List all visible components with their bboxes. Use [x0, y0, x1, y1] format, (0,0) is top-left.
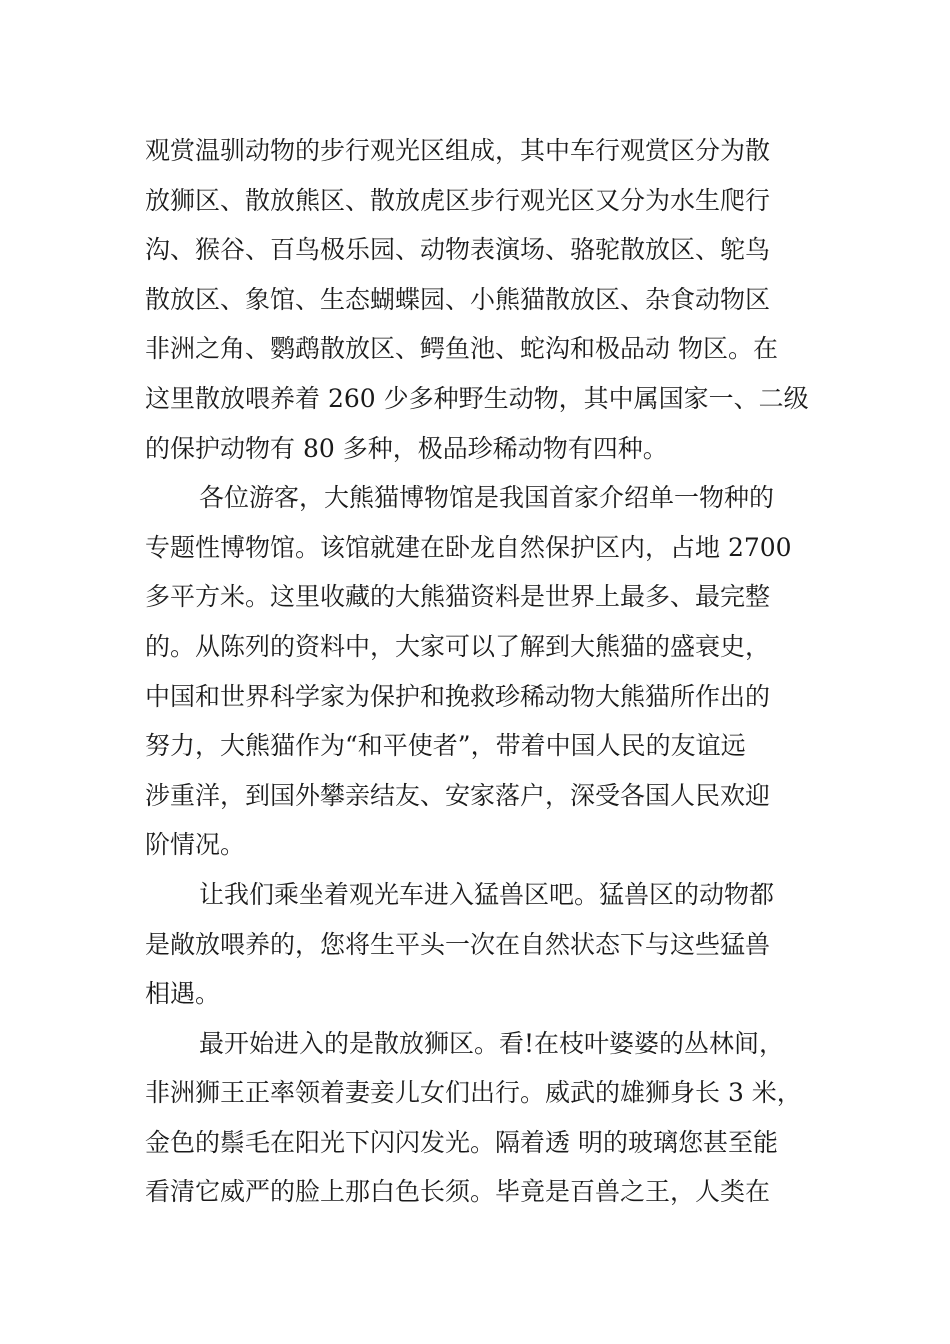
text-line: 专题性博物馆。该馆就建在卧龙自然保护区内，占地 2700: [145, 532, 792, 562]
paragraph: [145, 1019, 815, 1217]
text-line: 观赏温驯动物的步行观光区组成，其中车行观赏区分为散: [145, 136, 771, 165]
text-line: 最开始进入的是散放狮区。看!在枝叶婆婆的丛林间，: [199, 1028, 785, 1058]
text-line: 金色的鬃毛在阳光下闪闪发光。隔着透 明的玻璃您甚至能: [145, 1127, 778, 1157]
text-line: 的。从陈列的资料中，大家可以了解到大熊猫的盛衰史，: [145, 631, 771, 661]
text-line: 非洲之角、鹦鹉散放区、鳄鱼池、蛇沟和极品动 物区。在: [145, 334, 778, 364]
text-line: 各位游客，大熊猫博物馆是我国首家介绍单一物种的: [199, 483, 775, 513]
text-line: 是敞放喂养的，您将生平头一次在自然状态下与这些猛兽: [145, 929, 771, 959]
text-line: 的保护动物有 80 多种，极品珍稀动物有四种。: [145, 433, 668, 463]
text-line: 非洲狮王正率领着妻妾儿女们出行。威武的雄狮身长 3 米，: [145, 1078, 802, 1108]
body-text: [145, 126, 815, 1217]
text-line: 沟、猴谷、百鸟极乐园、动物表演场、骆驼散放区、鸵鸟: [145, 235, 771, 265]
text-line: 努力，大熊猫作为“和平使者”，带着中国人民的友谊远: [145, 731, 746, 761]
paragraph: [145, 473, 815, 870]
text-line: 相遇。: [145, 979, 221, 1009]
paragraph: [145, 126, 815, 473]
text-line: 阶情况。: [145, 830, 246, 860]
text-line: 涉重洋，到国外攀亲结友、安家落户，深受各国人民欢迎: [145, 780, 771, 810]
text-line: 这里散放喂养着 260 少多种野生动物，其中属国家一、二级: [145, 383, 809, 413]
text-line: 放狮区、散放熊区、散放虎区步行观光区又分为水生爬行: [145, 185, 771, 215]
text-line: 散放区、象馆、生态蝴蝶园、小熊猫散放区、杂食动物区: [145, 284, 771, 314]
text-line: 中国和世界科学家为保护和挽救珍稀动物大熊猫所作出的: [145, 681, 771, 711]
text-line: 让我们乘坐着观光车进入猛兽区吧。猛兽区的动物都: [199, 879, 775, 909]
paragraph: [145, 870, 815, 1019]
text-line: 看清它威严的脸上那白色长须。毕竟是百兽之王，人类在: [145, 1177, 771, 1207]
text-line: 多平方米。这里收藏的大熊猫资料是世界上最多、最完整: [145, 582, 771, 612]
